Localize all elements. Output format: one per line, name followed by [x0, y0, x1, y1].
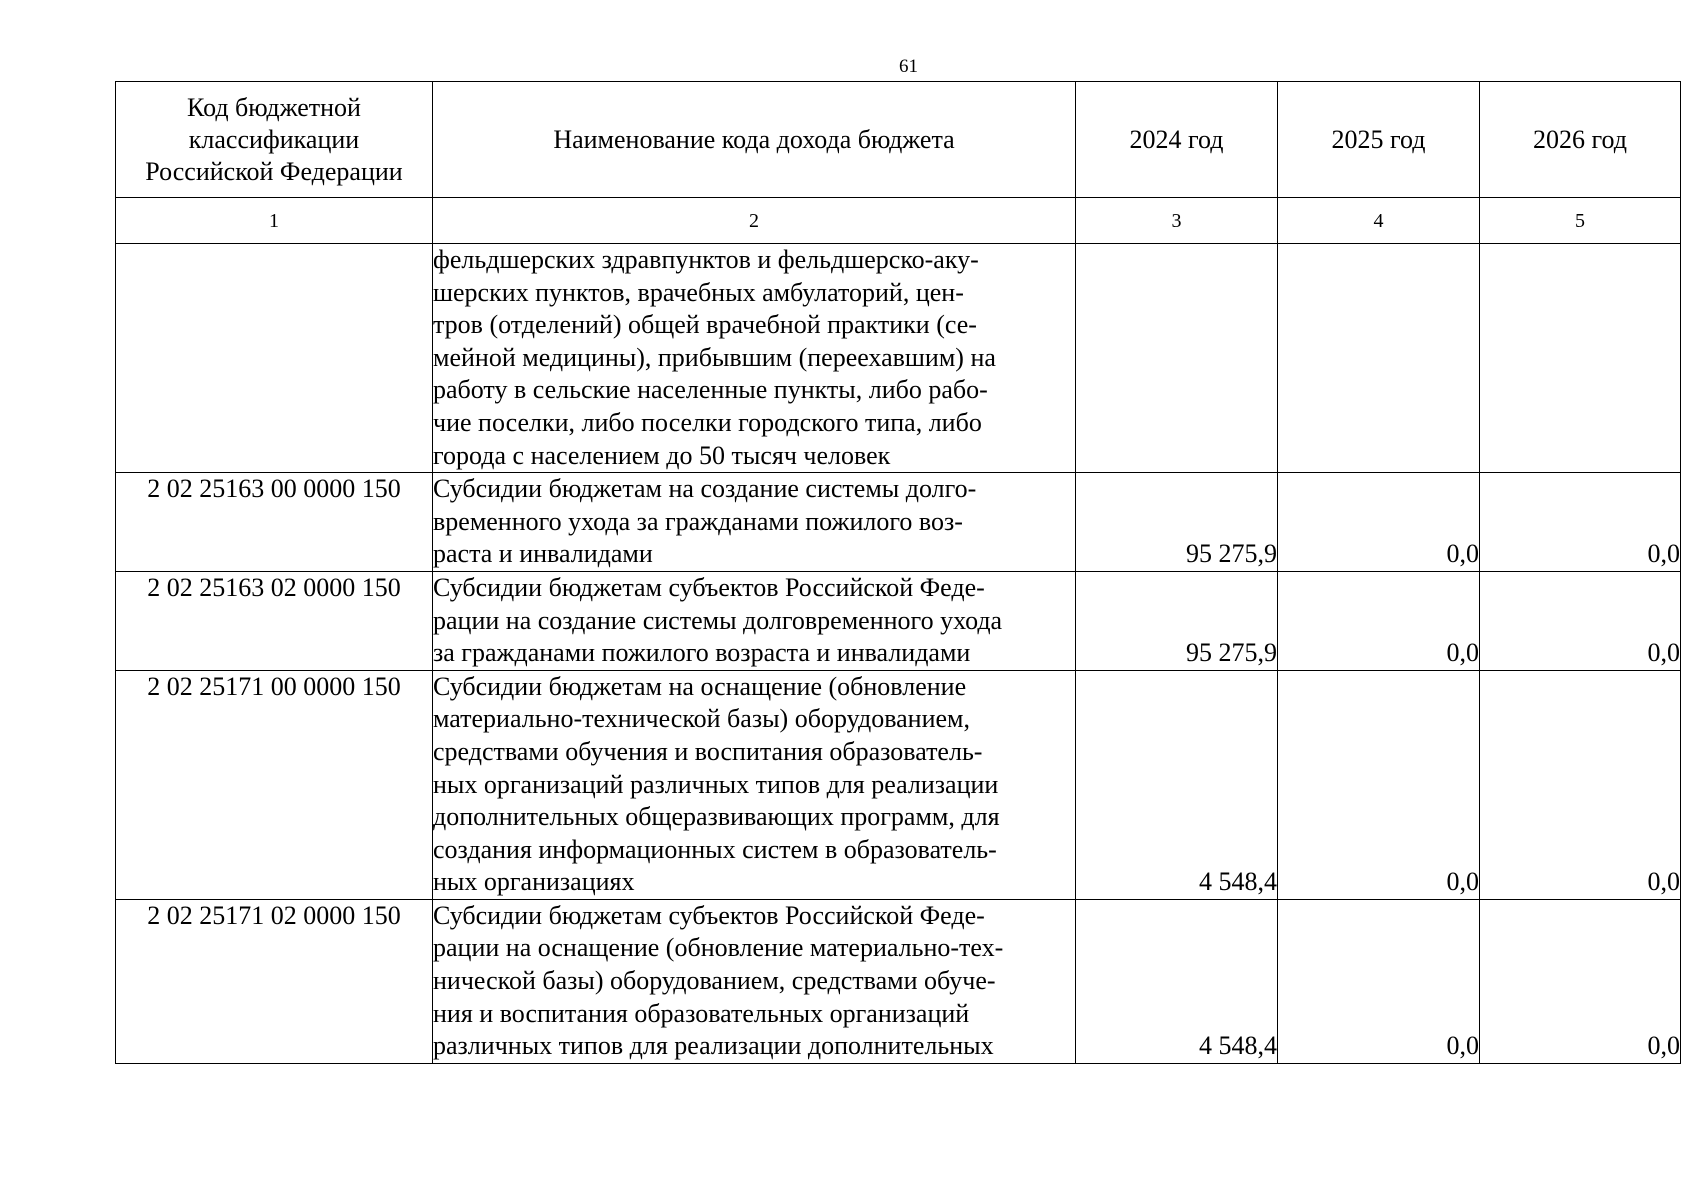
header-row	[116, 82, 1681, 198]
revenue-name-line: ния и воспитания образовательных организаций	[433, 998, 970, 1028]
amount-2026-cell: 0,0	[1480, 473, 1681, 572]
column-number: 2	[433, 198, 1076, 244]
amount-2025-cell	[1278, 244, 1480, 473]
header-revenue-name: Наименование кода дохода бюджета	[433, 82, 1076, 198]
budget-code-cell	[116, 244, 433, 473]
revenue-name-cell	[433, 571, 1076, 670]
amount-2025-cell: 0,0	[1278, 899, 1480, 1063]
revenue-name-cell	[433, 244, 1076, 473]
column-number: 5	[1480, 198, 1681, 244]
revenue-name-line: фельдшерских здравпунктов и фельдшерско-аку-	[433, 245, 979, 274]
header-year-2024: 2024 год	[1076, 82, 1278, 198]
amount-2026-cell	[1480, 244, 1681, 473]
revenue-name-line: шерских пунктов, врачебных амбулаторий, цен-	[433, 277, 964, 307]
table-row	[116, 899, 1681, 1063]
amount-2025-cell: 0,0	[1278, 670, 1480, 899]
revenue-name-line: дополнительных общеразвивающих программ, для	[433, 802, 1000, 832]
amount-2026-cell: 0,0	[1480, 571, 1681, 670]
revenue-name-line: тров (отделений) общей врачебной практики (се-	[433, 310, 977, 340]
page-number: 61	[899, 56, 918, 77]
amount-2024-cell: 95 275,9	[1076, 473, 1278, 572]
revenue-name-line: ных организациях	[433, 867, 635, 897]
revenue-name-line: материально-технической базы) оборудованием,	[433, 704, 970, 734]
revenue-name-line: работу в сельские населенные пункты, либо рабо-	[433, 375, 988, 405]
budget-revenue-table	[115, 81, 1681, 1064]
header-budget-code-line: классификации	[188, 124, 360, 154]
column-number-row	[116, 198, 1681, 244]
header-year-2026: 2026 год	[1480, 82, 1681, 198]
column-number: 3	[1076, 198, 1278, 244]
revenue-name-line: раста и инвалидами	[433, 539, 653, 569]
revenue-name-line: Субсидии бюджетам субъектов Российской Феде-	[433, 900, 985, 930]
table-row	[116, 670, 1681, 899]
revenue-name-line: различных типов для реализации дополнительных	[433, 1031, 994, 1061]
amount-2025-cell: 0,0	[1278, 473, 1480, 572]
column-number: 4	[1278, 198, 1480, 244]
amount-2024-cell: 95 275,9	[1076, 571, 1278, 670]
revenue-name-line: Субсидии бюджетам на оснащение (обновление	[433, 671, 967, 701]
table-row	[116, 473, 1681, 572]
revenue-name-line: создания информационных систем в образователь-	[433, 834, 997, 864]
header-budget-code-line: Код бюджетной	[187, 92, 361, 122]
budget-code-cell: 2 02 25163 00 0000 150	[116, 473, 433, 572]
revenue-name-line: Субсидии бюджетам субъектов Российской Феде-	[433, 572, 985, 602]
amount-2025-cell: 0,0	[1278, 571, 1480, 670]
revenue-name-line: временного ухода за гражданами пожилого воз-	[433, 506, 963, 536]
revenue-name-line: мейной медицины), прибывшим (переехавшим) на	[433, 342, 996, 372]
revenue-name-line: города с населением до 50 тысяч человек	[433, 440, 891, 470]
header-budget-code	[116, 82, 433, 198]
header-year-2025: 2025 год	[1278, 82, 1480, 198]
revenue-name-cell	[433, 670, 1076, 899]
revenue-name-line: рации на создание системы долговременного ухода	[433, 605, 1003, 635]
revenue-name-line: нической базы) оборудованием, средствами обуче-	[433, 966, 996, 996]
revenue-name-line: средствами обучения и воспитания образователь-	[433, 736, 983, 766]
revenue-name-cell	[433, 899, 1076, 1063]
revenue-name-line: чие поселки, либо поселки городского типа, либо	[433, 407, 982, 437]
budget-code-cell: 2 02 25171 00 0000 150	[116, 670, 433, 899]
table-row	[116, 244, 1681, 473]
amount-2024-cell	[1076, 244, 1278, 473]
budget-code-cell: 2 02 25171 02 0000 150	[116, 899, 433, 1063]
amount-2024-cell: 4 548,4	[1076, 670, 1278, 899]
revenue-name-line: за гражданами пожилого возраста и инвалидами	[433, 638, 971, 668]
budget-code-cell: 2 02 25163 02 0000 150	[116, 571, 433, 670]
revenue-name-line: ных организаций различных типов для реализации	[433, 769, 999, 799]
table-body	[116, 244, 1681, 1064]
table-row	[116, 571, 1681, 670]
amount-2026-cell: 0,0	[1480, 670, 1681, 899]
revenue-name-cell	[433, 473, 1076, 572]
amount-2024-cell: 4 548,4	[1076, 899, 1278, 1063]
revenue-name-line: рации на оснащение (обновление материально-тех-	[433, 933, 1004, 963]
header-budget-code-line: Российской Федерации	[145, 156, 403, 186]
amount-2026-cell: 0,0	[1480, 899, 1681, 1063]
column-number: 1	[116, 198, 433, 244]
revenue-name-line: Субсидии бюджетам на создание системы долго-	[433, 474, 977, 504]
